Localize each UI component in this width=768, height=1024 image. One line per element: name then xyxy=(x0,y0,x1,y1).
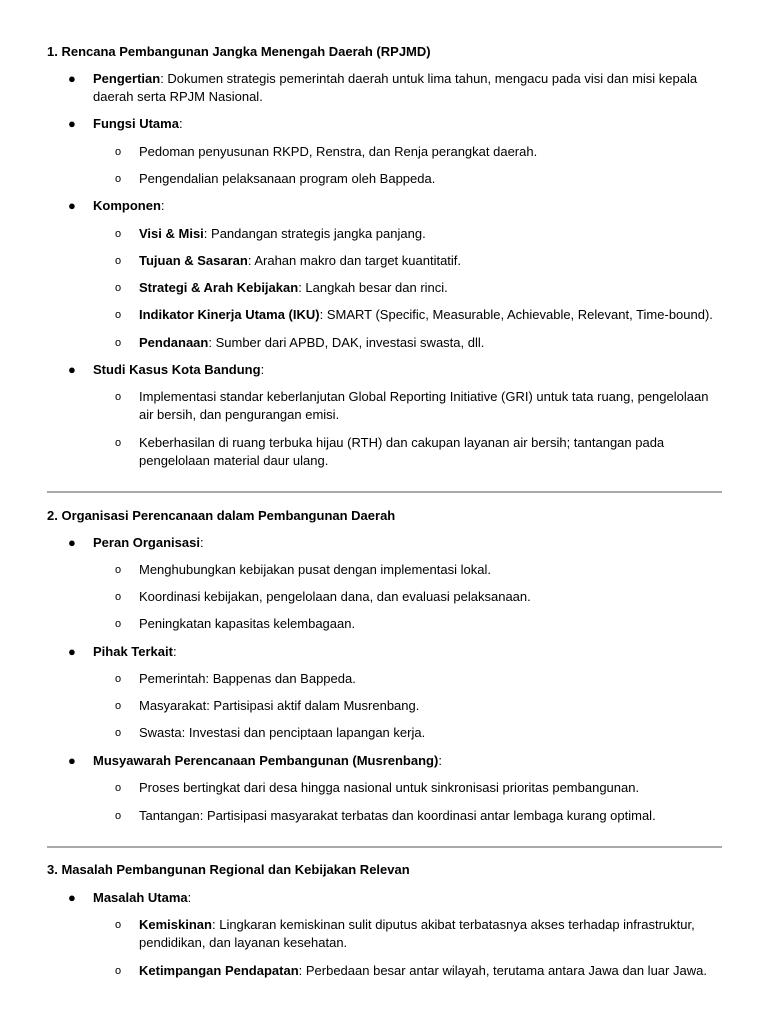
section-divider xyxy=(47,846,722,848)
hollow-circle-bullet-icon: o xyxy=(115,146,122,158)
hollow-circle-bullet-icon: o xyxy=(115,282,122,294)
sub-item-text: Masyarakat: Partisipasi aktif dalam Musrenbang. xyxy=(139,698,420,713)
sub-list-item xyxy=(115,388,724,424)
hollow-circle-bullet-icon: o xyxy=(115,391,122,403)
list-item-masalah-utama xyxy=(68,889,723,907)
hollow-circle-bullet-icon: o xyxy=(115,591,122,603)
list-item-musrenbang xyxy=(68,752,723,770)
sub-list-item xyxy=(115,434,724,470)
sub-item-text: : Sumber dari APBD, DAK, investasi swasta, dll. xyxy=(208,335,485,350)
sub-item-text: Implementasi standar keberlanjutan Global Reporting Initiative (GRI) untuk tata ruang, pengelolaan air bersih, dan pengurangan emisi. xyxy=(139,389,709,422)
term-label: Peran Organisasi xyxy=(93,535,200,550)
section-3-heading: 3. Masalah Pembangunan Regional dan Kebijakan Relevan xyxy=(47,862,410,877)
hollow-circle-bullet-icon: o xyxy=(115,173,122,185)
list-item-studi-kasus xyxy=(68,361,723,379)
list-item-pihak-terkait xyxy=(68,643,723,661)
sub-item-label: Strategi & Arah Kebijakan xyxy=(139,280,299,295)
sub-item-text: Keberhasilan di ruang terbuka hijau (RTH) dan cakupan layanan air bersih; tantangan pada pengelolaan material daur ulang. xyxy=(139,435,665,468)
sub-item-label: Tujuan & Sasaran xyxy=(139,253,248,268)
hollow-circle-bullet-icon: o xyxy=(115,618,122,630)
sub-item-text: Menghubungkan kebijakan pusat dengan implementasi lokal. xyxy=(139,562,491,577)
sub-item-label: Pendanaan xyxy=(139,335,209,350)
sub-list-item xyxy=(115,306,724,324)
filled-bullet-icon: ● xyxy=(68,362,76,377)
hollow-circle-bullet-icon: o xyxy=(115,919,122,931)
hollow-circle-bullet-icon: o xyxy=(115,782,122,794)
sub-list-item xyxy=(115,334,724,352)
section-1-heading: 1. Rencana Pembangunan Jangka Menengah Daerah (RPJMD) xyxy=(47,44,431,59)
hollow-circle-bullet-icon: o xyxy=(115,255,122,267)
term-label: Komponen xyxy=(93,198,161,213)
filled-bullet-icon: ● xyxy=(68,890,76,905)
sub-item-text: : Arahan makro dan target kuantitatif. xyxy=(247,253,462,268)
sub-item-label: Indikator Kinerja Utama (IKU) xyxy=(139,307,320,322)
list-item-pengertian xyxy=(68,70,723,106)
sub-list-item xyxy=(115,697,724,715)
sub-list-item xyxy=(115,615,724,633)
term-text: : xyxy=(160,198,165,213)
sub-item-text: Pedoman penyusunan RKPD, Renstra, dan Renja perangkat daerah. xyxy=(139,144,538,159)
hollow-circle-bullet-icon: o xyxy=(115,965,122,977)
sub-list-item xyxy=(115,779,724,797)
hollow-circle-bullet-icon: o xyxy=(115,228,122,240)
filled-bullet-icon: ● xyxy=(68,535,76,550)
term-label: Fungsi Utama xyxy=(93,116,179,131)
sub-list-item xyxy=(115,252,724,270)
hollow-circle-bullet-icon: o xyxy=(115,337,122,349)
filled-bullet-icon: ● xyxy=(68,753,76,768)
sub-list-item xyxy=(115,962,724,980)
sub-list-item xyxy=(115,916,724,952)
filled-bullet-icon: ● xyxy=(68,71,76,86)
sub-item-text: Tantangan: Partisipasi masyarakat terbatas dan koordinasi antar lembaga kurang optimal. xyxy=(139,808,656,823)
sub-list-item xyxy=(115,279,724,297)
hollow-circle-bullet-icon: o xyxy=(115,564,122,576)
term-text: : xyxy=(178,116,183,131)
filled-bullet-icon: ● xyxy=(68,644,76,659)
term-label: Musyawarah Perencanaan Pembangunan (Musrenbang) xyxy=(93,753,439,768)
sub-item-label: Ketimpangan Pendapatan xyxy=(139,963,299,978)
sub-item-text: : Lingkaran kemiskinan sulit diputus akibat terbatasnya akses terhadap infrastruktur, pendidikan, dan layanan kesehatan. xyxy=(139,917,695,950)
sub-list-item xyxy=(115,588,724,606)
sub-item-text: : Langkah besar dan rinci. xyxy=(298,280,448,295)
filled-bullet-icon: ● xyxy=(68,198,76,213)
sub-item-text: : Pandangan strategis jangka panjang. xyxy=(203,226,426,241)
section-2-heading: 2. Organisasi Perencanaan dalam Pembangunan Daerah xyxy=(47,508,396,523)
filled-bullet-icon: ● xyxy=(68,116,76,131)
hollow-circle-bullet-icon: o xyxy=(115,673,122,685)
term-label: Pihak Terkait xyxy=(93,644,173,659)
hollow-circle-bullet-icon: o xyxy=(115,810,122,822)
sub-item-text: : Perbedaan besar antar wilayah, terutama antara Jawa dan luar Jawa. xyxy=(298,963,707,978)
sub-item-text: Swasta: Investasi dan penciptaan lapangan kerja. xyxy=(139,725,426,740)
term-text: : Dokumen strategis pemerintah daerah untuk lima tahun, mengacu pada visi dan misi kepala daerah serta RPJM Nasional. xyxy=(93,71,698,104)
sub-list-item xyxy=(115,670,724,688)
term-text: : xyxy=(260,362,265,377)
hollow-circle-bullet-icon: o xyxy=(115,700,122,712)
sub-list-item xyxy=(115,225,724,243)
sub-item-label: Visi & Misi xyxy=(139,226,204,241)
sub-list-item xyxy=(115,807,724,825)
sub-list-item xyxy=(115,724,724,742)
term-text: : xyxy=(438,753,442,768)
list-item-fungsi-utama xyxy=(68,115,723,133)
term-label: Pengertian xyxy=(93,71,161,86)
sub-item-text: Proses bertingkat dari desa hingga nasional untuk sinkronisasi prioritas pembangunan. xyxy=(139,780,640,795)
sub-item-text: Peningkatan kapasitas kelembagaan. xyxy=(139,616,356,631)
sub-item-text: Pengendalian pelaksanaan program oleh Bappeda. xyxy=(139,171,436,186)
term-text: : xyxy=(187,890,192,905)
sub-list-item xyxy=(115,143,724,161)
sub-item-label: Kemiskinan xyxy=(139,917,212,932)
term-text: : xyxy=(172,644,177,659)
section-divider xyxy=(47,491,722,493)
hollow-circle-bullet-icon: o xyxy=(115,309,122,321)
sub-item-text: : SMART (Specific, Measurable, Achievable, Relevant, Time-bound). xyxy=(319,307,713,322)
list-item-komponen xyxy=(68,197,723,215)
term-label: Studi Kasus Kota Bandung xyxy=(93,362,261,377)
sub-item-text: Koordinasi kebijakan, pengelolaan dana, dan evaluasi pelaksanaan. xyxy=(139,589,531,604)
term-text: : xyxy=(199,535,204,550)
sub-item-text: Pemerintah: Bappenas dan Bappeda. xyxy=(139,671,356,686)
hollow-circle-bullet-icon: o xyxy=(115,437,122,449)
hollow-circle-bullet-icon: o xyxy=(115,727,122,739)
term-label: Masalah Utama xyxy=(93,890,188,905)
sub-list-item xyxy=(115,561,724,579)
list-item-peran-organisasi xyxy=(68,534,723,552)
sub-list-item xyxy=(115,170,724,188)
